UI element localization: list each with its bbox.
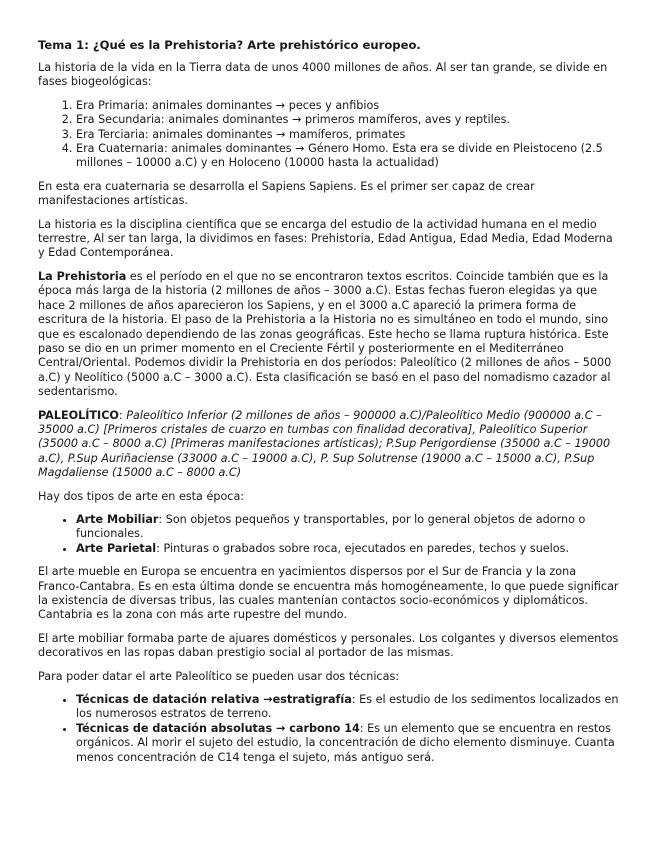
era-item: 3. Era Terciaria: animales dominantes → mamíferos, primates bbox=[76, 128, 619, 142]
tipo-item bbox=[76, 542, 619, 556]
tecnica-text: : Es un elemento que se encuentra en restos orgánicos. Al morir el sujeto del estudio, la concentración de dicho elemento disminuye. Cuanta menos concentración de C14 tenga el sujeto, más antiguo será. bbox=[76, 721, 615, 764]
tecnica-term: Técnicas de datación relativa →estratigrafía bbox=[76, 693, 352, 707]
tipo-text: : Pinturas o grabados sobre roca, ejecutados en paredes, techos y suelos. bbox=[156, 541, 570, 555]
intro-paragraph: La historia de la vida en la Tierra data de unos 4000 millones de años. Al ser tan grande, se divide en fases biogeológicas: bbox=[38, 61, 608, 89]
tecnica-item bbox=[76, 693, 619, 722]
document-title: Tema 1: ¿Qué es la Prehistoria? Arte prehistórico europeo. bbox=[38, 38, 421, 52]
tipo-term: Arte Parietal bbox=[76, 541, 157, 555]
paleolitico-term: PALEOLÍTICO bbox=[38, 408, 119, 422]
prehistoria-paragraph bbox=[38, 270, 619, 400]
sapiens-paragraph: En esta era cuaternaria se desarrolla el Sapiens Sapiens. Es el primer ser capaz de crear manifestaciones artísticas. bbox=[38, 179, 535, 208]
datar-intro: Para poder datar el arte Paleolítico se pueden usar dos técnicas: bbox=[38, 669, 400, 683]
tipos-intro: Hay dos tipos de arte en esta época: bbox=[38, 489, 245, 503]
era-item: 2. Era Secundaria: animales dominantes → primeros mamíferos, aves y reptiles. bbox=[76, 113, 619, 127]
prehistoria-term: La Prehistoria bbox=[38, 269, 127, 283]
tipo-text: : Son objetos pequeños y transportables, por lo general objetos de adorno o funcionales. bbox=[76, 512, 586, 541]
era-item: 4. Era Cuaternaria: animales dominantes → Género Homo. Esta era se divide en Pleistoceno (2.5 millones – 10000 a.C) y en Holoceno (10000 hasta la actualidad) bbox=[76, 142, 619, 171]
era-item: 1. Era Primaria: animales dominantes → peces y anfibios bbox=[76, 99, 619, 113]
prehistoria-text: es el período en el que no se encontraron textos escritos. Coincide también que es la época más larga de la historia (2 millones de años – 3000 a.C). Estas fechas fueron elegidas ya que hace 2 millones de años aparecieron los Sapiens, y en el 3000 a.C apareció la primera forma de escritura de la historia. El paso de la Prehistoria a la Historia no es simultáneo en todo el mundo, sino que es escalonado dependiendo de las zonas geográficas. Este hecho se llama ruptura histórica. Este paso se dio en un primer momento en el Creciente Fértil y posteriormente en el Mediterráneo Central/Oriental. Podemos dividir la Prehistoria en dos períodos: Paleolítico (2 millones de años – 5000 a.C) y Neolítico (5000 a.C – 3000 a.C). Esta clasificación se basó en el paso del nomadismo cazador al sedentarismo. bbox=[38, 269, 612, 399]
tipos-list bbox=[38, 513, 619, 556]
paleolitico-colon: : bbox=[118, 408, 127, 422]
eras-list bbox=[38, 99, 619, 171]
tipo-item bbox=[76, 513, 619, 542]
tecnicas-list bbox=[38, 693, 619, 765]
ajuares-paragraph: El arte mobiliar formaba parte de ajuares domésticos y personales. Los colgantes y diversos elementos decorativos en las ropas daban prestigio social al portador de las mismas. bbox=[38, 631, 619, 660]
tecnica-text: : Es el estudio de los sedimentos localizados en los numerosos estratos de terreno. bbox=[76, 693, 619, 721]
mueble-paragraph: El arte mueble en Europa se encuentra en yacimientos dispersos por el Sur de Francia y la zona Franco-Cantabra. Es en esta última donde se encuentra más homogéneamente, lo que puede significar la existencia de diversas tribus, las cuales mantenían contactos socio-económicos y diplomáticos. Cantabria es la zona con más arte rupestre del mundo. bbox=[38, 565, 619, 622]
paleolitico-paragraph bbox=[38, 409, 619, 481]
tecnica-term: Técnicas de datación absolutas → carbono 14 bbox=[76, 721, 360, 735]
paleolitico-text: Paleolítico Inferior (2 millones de años – 900000 a.C)/Paleolítico Medio (900000 a.C – 35000 a.C) [Primeros cristales de cuarzo en tumbas con finalidad decorativa], Paleolítico Superior (35000 a.C – 8000 a.C) [Primeras manifestaciones artísticas); P.Sup Perigordiense (35000 a.C – 19000 a.C), P.Sup Auriñaciense (33000 a.C – 19000 a.C), P. Sup Solutrense (19000 a.C – 15000 a.C), P.Sup Magdaliense (15000 a.C – 8000 a.C) bbox=[38, 408, 611, 480]
tipo-term: Arte Mobiliar bbox=[76, 512, 159, 526]
historia-paragraph: La historia es la disciplina científica que se encarga del estudio de la actividad humana en el medio terrestre, Al ser tan larga, la dividimos en fases: Prehistoria, Edad Antigua, Edad Media, Edad Moderna y Edad Contemporánea. bbox=[38, 217, 613, 260]
tecnica-item bbox=[76, 722, 619, 765]
